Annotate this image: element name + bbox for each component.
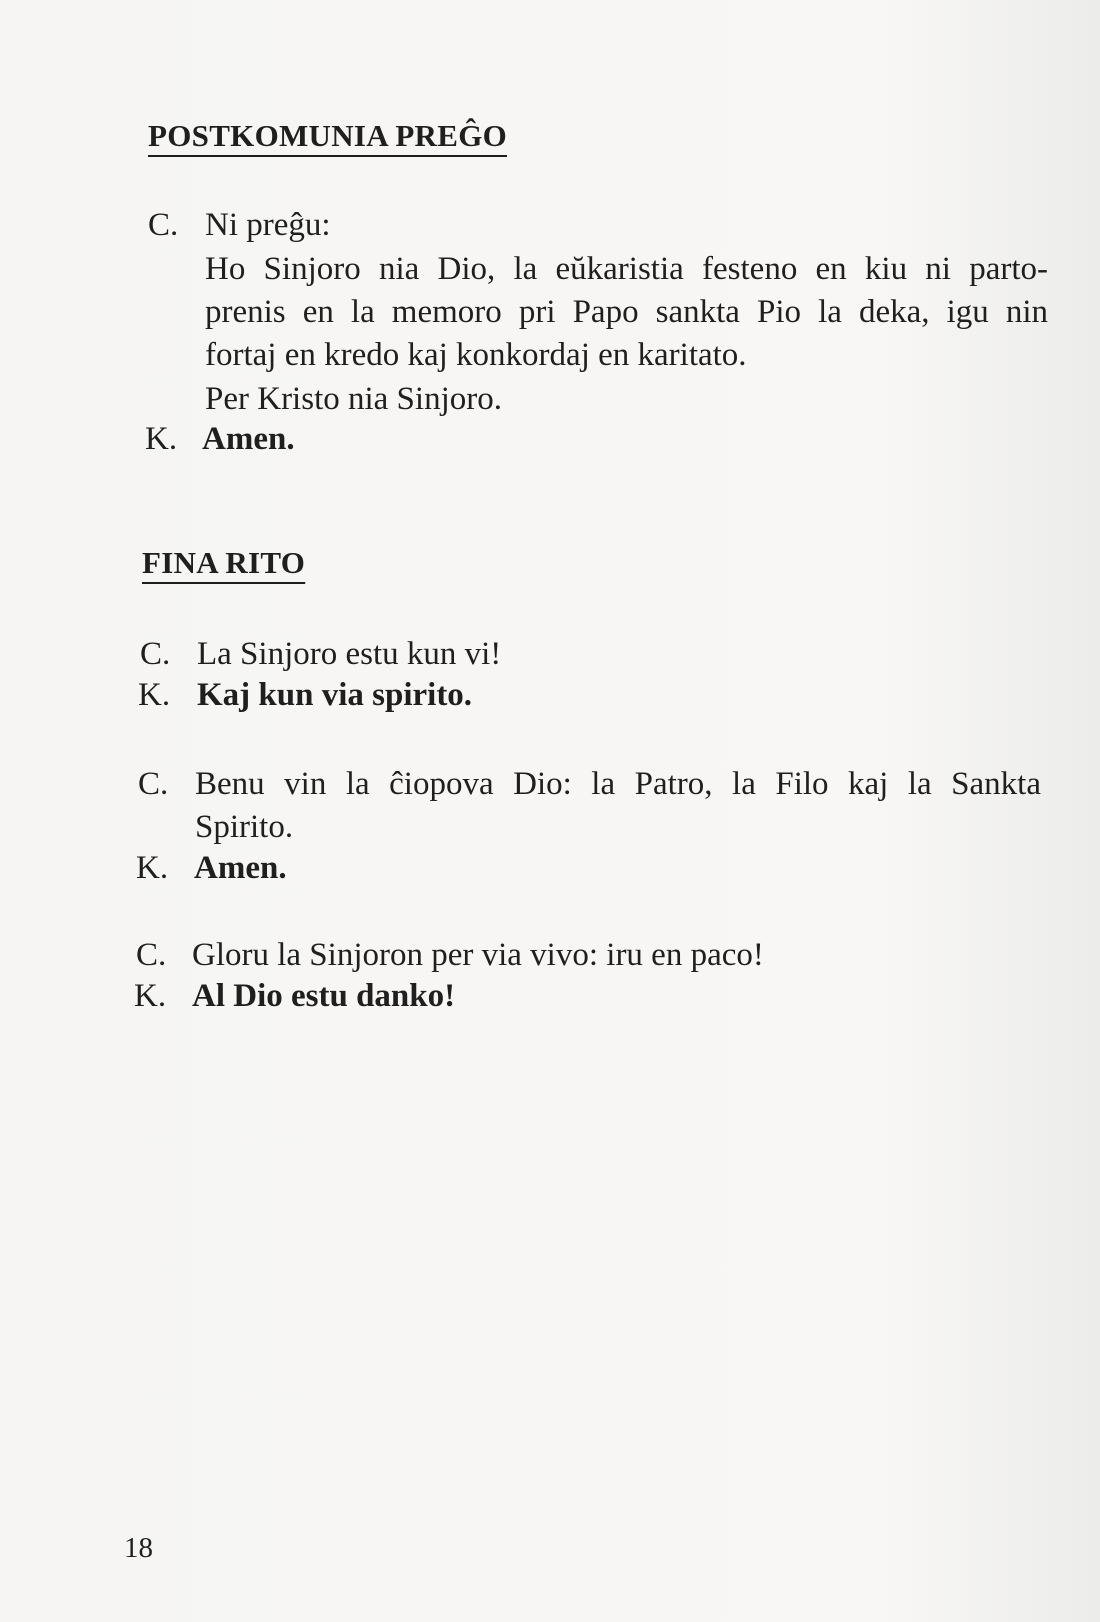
congregation-response: Al Dio estu danko! (192, 978, 456, 1014)
prayer-intro: Ni preĝu: (205, 207, 331, 243)
prayer-line: prenis en la memoro pri Papo sankta Pio la deka, igu nin (205, 294, 1048, 330)
celebrant-line: La Sinjoro estu kun vi! (197, 636, 502, 672)
celebrant-label: C. (138, 766, 169, 802)
congregation-response: Kaj kun via spirito. (197, 677, 473, 713)
celebrant-line: Gloru la Sinjoron per via vivo: iru en paco! (192, 937, 764, 973)
celebrant-line: Spirito. (195, 809, 294, 845)
congregation-response: Amen. (202, 421, 295, 457)
prayer-line: Ho Sinjoro nia Dio, la eŭkaristia festeno en kiu ni parto- (205, 251, 1048, 287)
celebrant-label: C. (136, 937, 167, 973)
congregation-label: K. (145, 421, 178, 457)
congregation-label: K. (138, 677, 171, 713)
prayer-line: fortaj en kredo kaj konkordaj en karitato. (205, 337, 747, 373)
page-number: 18 (124, 1532, 153, 1564)
final-rite-heading: FINA RITO (142, 545, 306, 580)
prayer-line: Per Kristo nia Sinjoro. (205, 381, 502, 417)
postcommunion-heading: POSTKOMUNIA PREĜO (148, 118, 508, 153)
congregation-label: K. (134, 978, 167, 1014)
celebrant-label: C. (148, 207, 179, 243)
celebrant-label: C. (140, 636, 171, 672)
congregation-response: Amen. (194, 850, 287, 886)
celebrant-line: Benu vin la ĉiopova Dio: la Patro, la Filo kaj la Sankta (195, 766, 1041, 802)
congregation-label: K. (136, 850, 169, 886)
